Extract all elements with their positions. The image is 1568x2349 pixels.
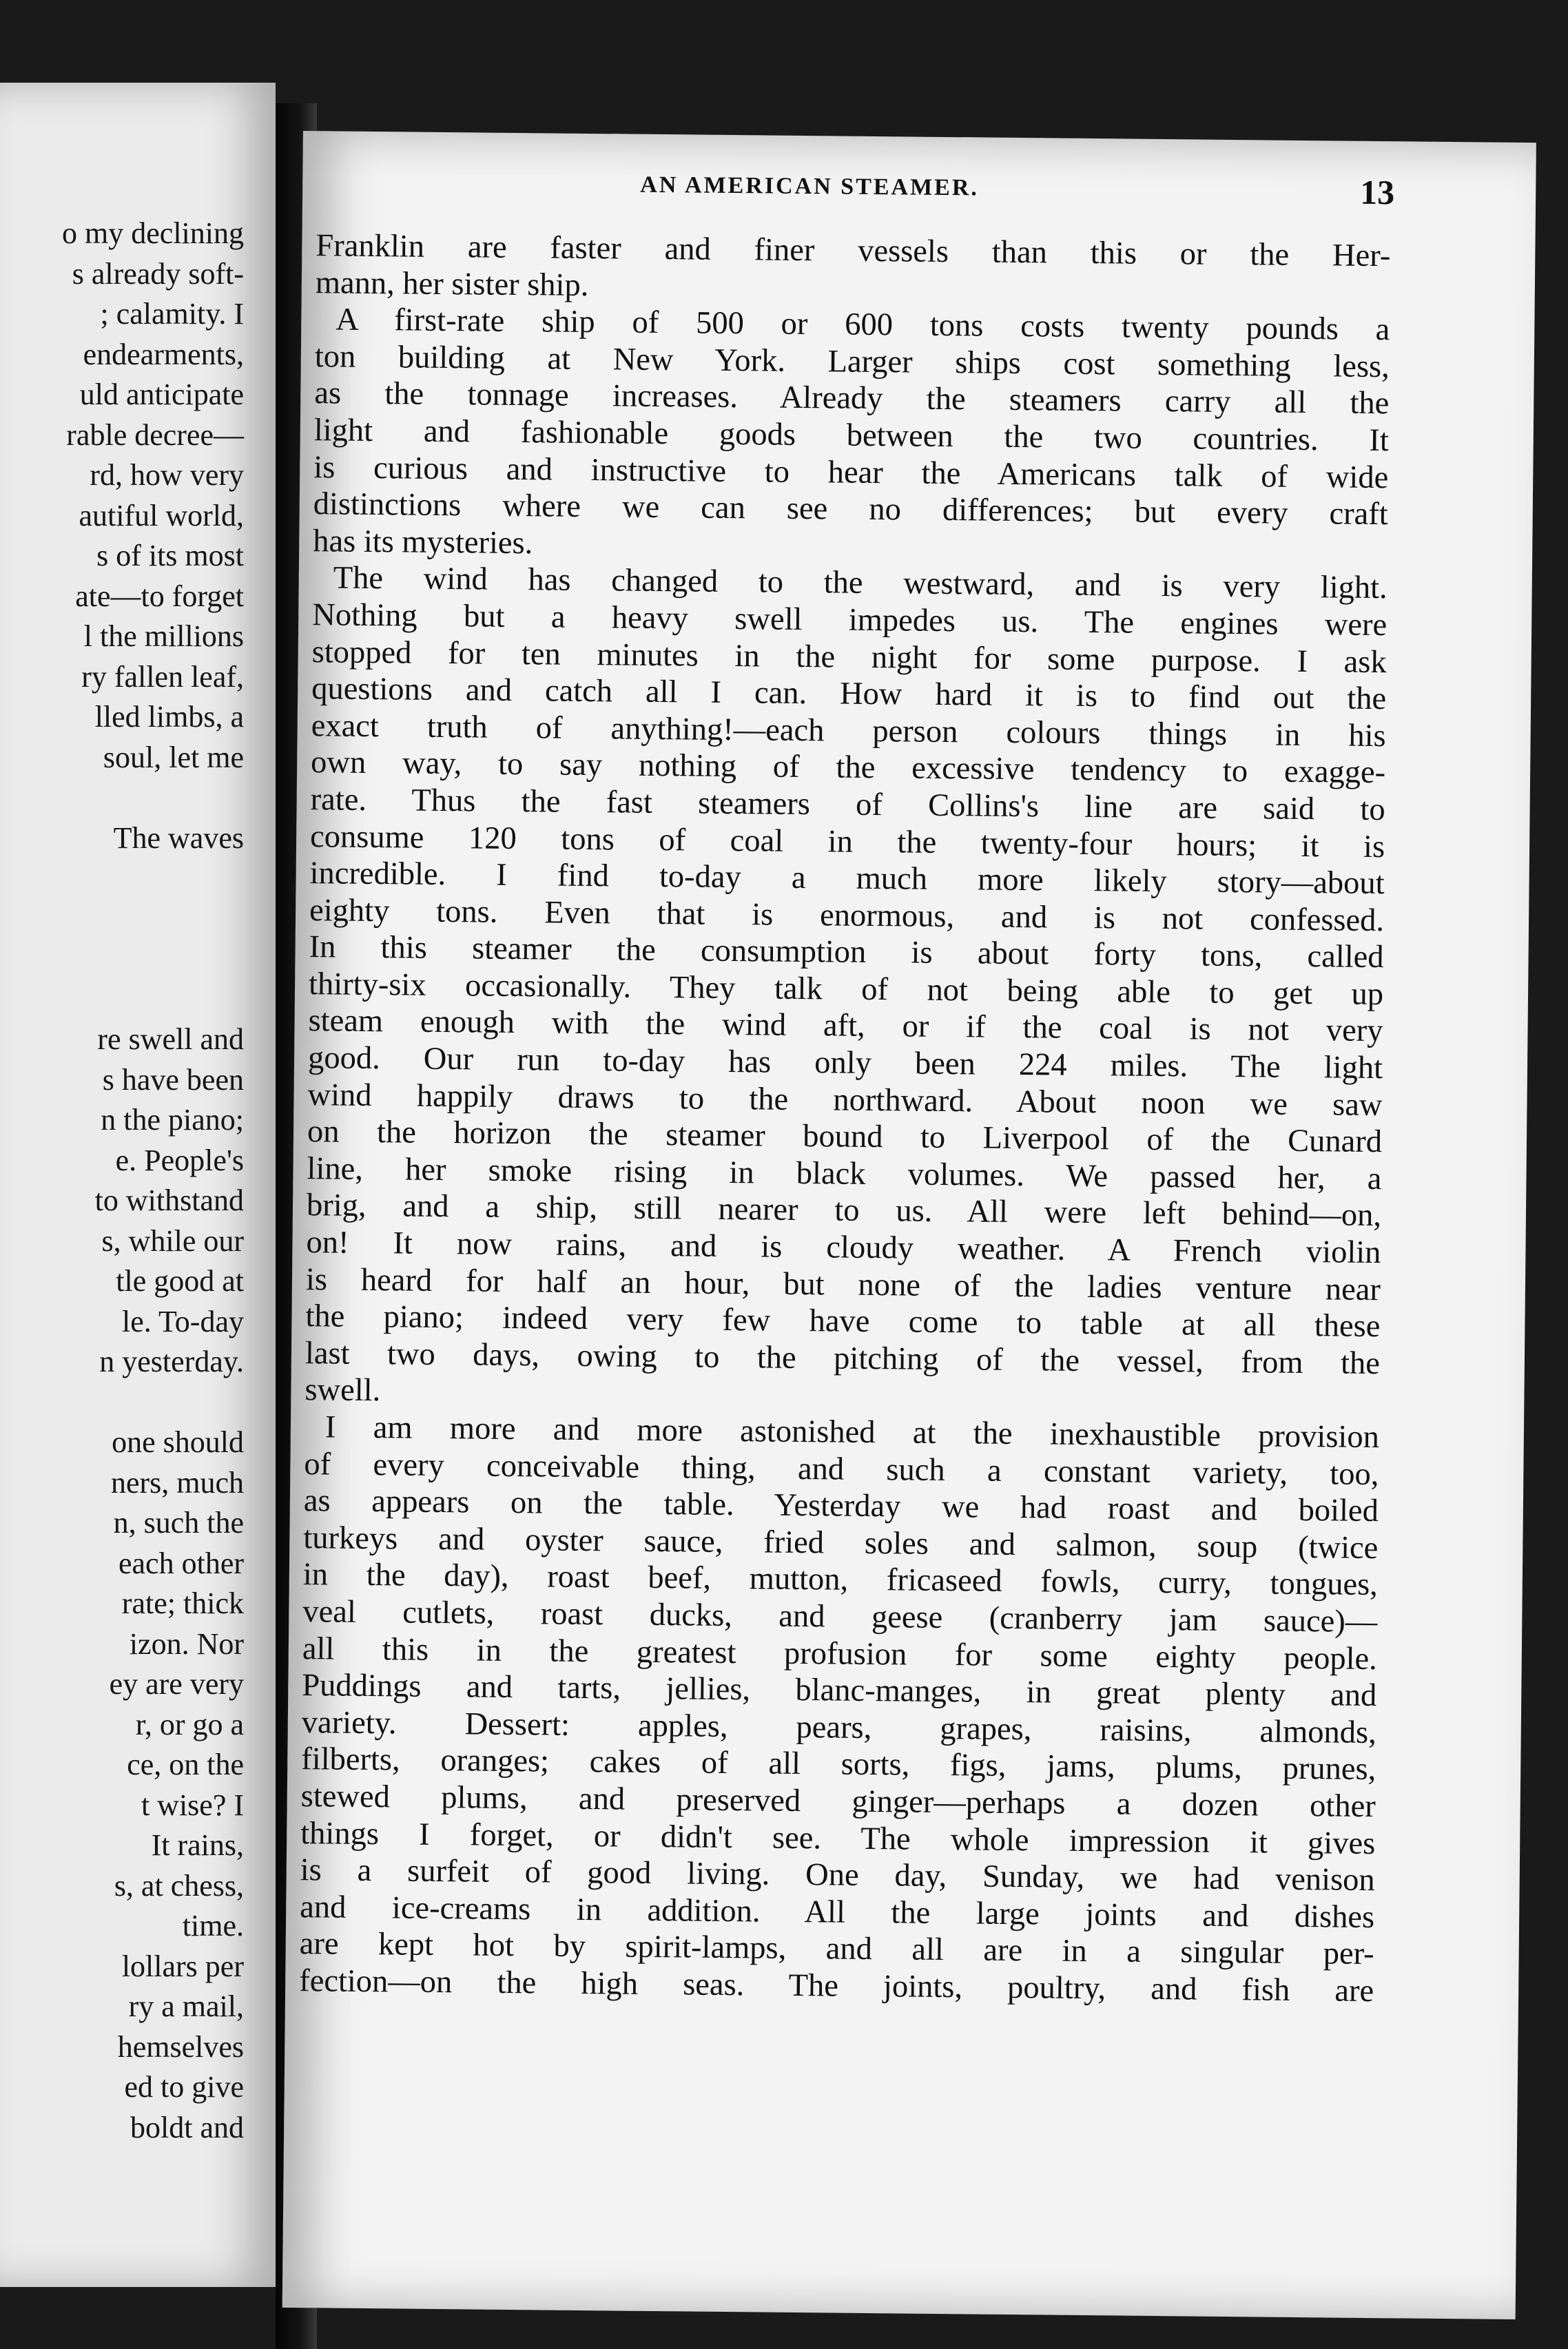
- left-page-line: The waves: [113, 820, 244, 855]
- left-page-line: uld anticipate: [79, 377, 244, 411]
- text-line: as appears on the table. Yesterday we had roast and boiled: [303, 1483, 1379, 1529]
- text-line: brig, and a ship, still nearer to us. All were left behind—on,: [306, 1188, 1382, 1234]
- page-header: [302, 169, 1536, 229]
- left-page-line: one should: [112, 1425, 244, 1459]
- text-line: In this steamer the consumption is about forty tons, called: [309, 929, 1384, 975]
- text-line: all this in the greatest profusion for some eighty people.: [302, 1631, 1378, 1677]
- text-line: on! It now rains, and is cloudy weather. A French violin: [306, 1225, 1381, 1271]
- body-text: [299, 227, 1391, 2009]
- left-page-line: n yesterday.: [99, 1345, 244, 1378]
- text-line: Franklin are faster and finer vessels than this or the Her-: [316, 228, 1391, 274]
- right-page: [282, 131, 1536, 2319]
- text-line: in the day), roast beef, mutton, fricaseed fowls, curry, tongues,: [302, 1557, 1379, 1603]
- left-page-line: boldt and: [130, 2110, 244, 2144]
- left-page: [0, 83, 276, 2287]
- text-line: stewed plums, and preserved ginger—perhaps a dozen other: [300, 1779, 1376, 1824]
- left-page-line: ry fallen leaf,: [81, 659, 244, 694]
- text-line: is heard for half an hour, but none of the ladies venture near: [305, 1261, 1381, 1307]
- left-page-line: o my declining: [62, 216, 244, 250]
- left-page-line: ners, much: [110, 1465, 244, 1500]
- left-page-line: ed to give: [124, 2070, 244, 2104]
- page-number: 13: [1359, 172, 1395, 212]
- left-page-line: lled limbs, a: [94, 700, 244, 734]
- left-page-line: ate—to forget: [75, 579, 244, 613]
- left-page-line: It rains,: [151, 1828, 244, 1862]
- text-line: as the tonnage increases. Already the steamers carry all the: [314, 375, 1390, 422]
- left-page-line: s have been: [102, 1062, 244, 1097]
- left-page-line: autiful world,: [79, 498, 244, 532]
- paragraph: [316, 227, 1391, 311]
- left-page-line: n, such the: [113, 1506, 244, 1540]
- left-page-line: lollars per: [121, 1949, 244, 1983]
- left-page-line: [0, 778, 244, 818]
- left-page-line: s already soft-: [72, 256, 244, 291]
- left-page-line: re swell and: [97, 1022, 244, 1056]
- text-line: ton building at New York. Larger ships cost something less,: [314, 338, 1390, 384]
- left-page-line: rate; thick: [121, 1586, 244, 1620]
- text-line: on the horizon the steamer bound to Liverpool of the Cunard: [307, 1114, 1383, 1160]
- text-line: filberts, oranges; cakes of all sorts, figs, jams, plums, prunes,: [301, 1741, 1376, 1788]
- left-page-line: hemselves: [117, 2029, 244, 2064]
- text-line: wind happily draws to the northward. About noon we saw: [307, 1077, 1383, 1123]
- left-page-line: ce, on the: [127, 1748, 244, 1781]
- text-line: are kept hot by spirit-lamps, and all are in a singular per-: [299, 1926, 1374, 1972]
- text-line: The wind has changed to the westward, and is very light.: [333, 560, 1388, 606]
- text-line: steam enough with the wind aft, or if the coal is not very: [308, 1003, 1383, 1049]
- left-page-line: [0, 899, 244, 940]
- text-line: line, her smoke rising in black volumes. We passed her, a: [307, 1150, 1382, 1197]
- left-page-line: rable decree—: [66, 417, 244, 452]
- text-line: exact truth of anything!—each person colours things in his: [311, 707, 1386, 754]
- left-page-line: le. To-day: [122, 1304, 244, 1338]
- left-page-line: l the millions: [83, 619, 244, 653]
- text-line: rate. Thus the fast steamers of Collins's line are said to: [310, 782, 1385, 828]
- text-line: has its mysteries.: [313, 523, 533, 561]
- left-page-line: time.: [182, 1909, 244, 1943]
- text-line: veal cutlets, roast ducks, and geese (cranberry jam sauce)—: [302, 1594, 1378, 1640]
- text-line: the piano; indeed very few have come to table at all these: [305, 1298, 1381, 1345]
- text-line: is a surfeit of good living. One day, Sunday, we had venison: [300, 1852, 1375, 1898]
- paragraph: [313, 301, 1390, 570]
- text-line: variety. Dessert: apples, pears, grapes, raisins, almonds,: [301, 1704, 1376, 1750]
- left-page-line: izon. Nor: [129, 1626, 244, 1661]
- text-line: good. Our run to-day has only been 224 miles. The light: [307, 1040, 1383, 1086]
- left-page-line: ; calamity. I: [100, 297, 244, 331]
- left-page-line: ry a mail,: [128, 1989, 244, 2023]
- left-page-line: endearments,: [83, 337, 244, 371]
- text-line: Puddings and tarts, jellies, blanc-manges, in great plenty and: [302, 1668, 1377, 1714]
- left-page-line: ey are very: [109, 1667, 244, 1701]
- left-page-line: s of its most: [96, 539, 244, 572]
- text-line: stopped for ten minutes in the night for some purpose. I ask: [311, 634, 1387, 680]
- text-line: turkeys and oyster sauce, fried soles and salmon, soup (twice: [303, 1520, 1379, 1566]
- text-line: questions and catch all I can. How hard it is to find out the: [311, 671, 1387, 717]
- left-page-text: [0, 214, 244, 2148]
- left-page-line: e. People's: [115, 1143, 244, 1177]
- text-line: and ice-creams in addition. All the large joints and dishes: [300, 1889, 1375, 1935]
- left-page-line: [0, 980, 244, 1020]
- left-page-line: rd, how very: [90, 458, 244, 492]
- left-page-line: s, while our: [101, 1223, 244, 1258]
- text-line: light and fashionable goods between the two countries. It: [313, 413, 1390, 459]
- paragraph: [305, 560, 1388, 1420]
- text-line: of every conceivable thing, and such a constant variety, too,: [304, 1446, 1379, 1492]
- left-page-line: n the piano;: [101, 1103, 244, 1137]
- text-line: things I forget, or didn't see. The whole impression it gives: [300, 1815, 1376, 1861]
- text-line: last two days, owing to the pitching of the vessel, from the: [305, 1335, 1381, 1381]
- running-head: AN AMERICAN STEAMER.: [640, 172, 980, 201]
- text-line: own way, to say nothing of the excessive tendency to exagge-: [310, 745, 1386, 791]
- text-line: A first-rate ship of 500 or 600 tons costs twenty pounds a: [336, 302, 1390, 348]
- text-line: consume 120 tons of coal in the twenty-four hours; it is: [309, 818, 1385, 865]
- left-page-line: r, or go a: [135, 1707, 244, 1741]
- text-line: is curious and instructive to hear the Americans talk of wide: [313, 449, 1389, 495]
- text-line: swell.: [305, 1372, 381, 1409]
- left-page-line: soul, let me: [103, 740, 244, 774]
- left-page-line: each other: [118, 1546, 244, 1580]
- text-line: incredible. I find to-day a much more likely story—about: [309, 856, 1385, 902]
- text-line: I am more and more astonished at the inexhaustible provision: [324, 1409, 1380, 1456]
- text-line: eighty tons. Even that is enormous, and is not confessed.: [309, 892, 1385, 938]
- left-page-line: t wise? I: [141, 1788, 244, 1822]
- text-line: distinctions where we can see no differences; but every craft: [313, 486, 1388, 532]
- text-line: thirty-six occasionally. They talk of not being able to get up: [308, 966, 1384, 1012]
- left-page-line: to withstand: [94, 1183, 244, 1217]
- left-page-line: [0, 1383, 244, 1423]
- text-line: Nothing but a heavy swell impedes us. The engines were: [312, 597, 1388, 643]
- left-page-line: [0, 939, 244, 980]
- left-page-line: [0, 858, 244, 899]
- text-line: mann, her sister ship.: [315, 265, 589, 303]
- text-line: fection—on the high seas. The joints, poultry, and fish are: [298, 1963, 1374, 2009]
- left-page-line: s, at chess,: [114, 1868, 244, 1903]
- paragraph: [299, 1409, 1379, 2009]
- left-page-line: tle good at: [116, 1264, 244, 1298]
